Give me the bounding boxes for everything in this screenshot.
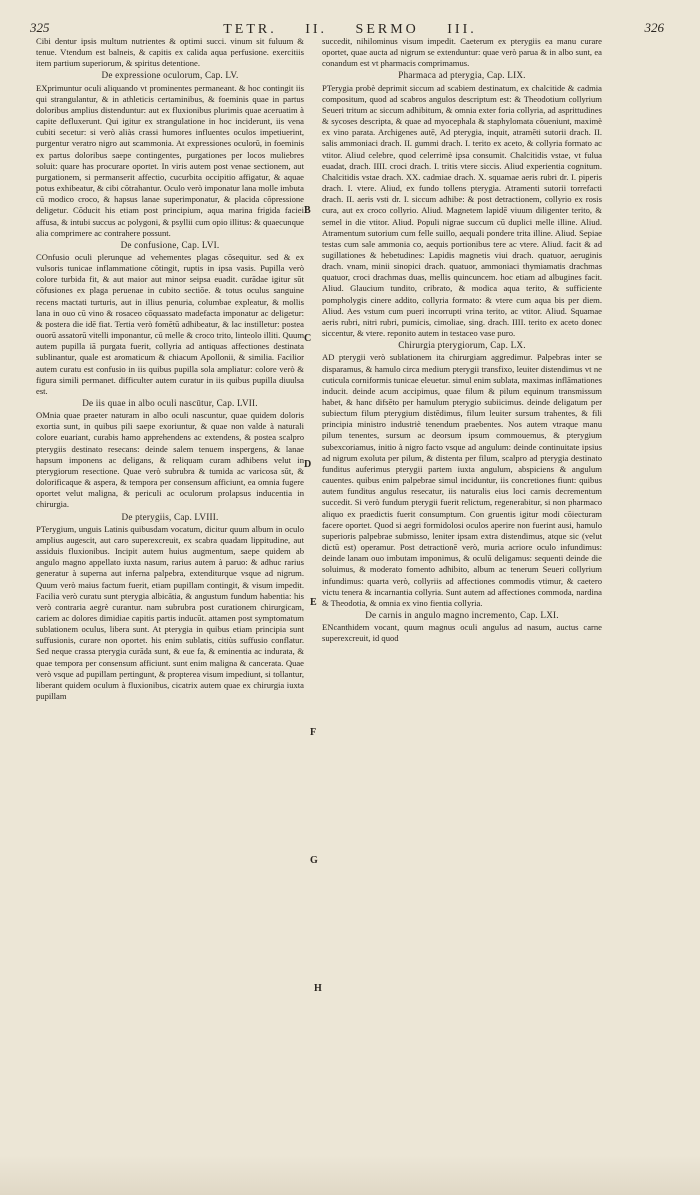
chapter-heading-56: De confusione, Cap. LVI. <box>120 239 220 250</box>
paragraph-ch61: ENcanthidem vocant, quum magnus oculi angulus ad nasum, auctus carne superexcreuit, id quod <box>322 622 602 644</box>
running-title: TETR. II. SERMO III. <box>223 22 477 37</box>
chapter-heading-55: De expressione oculorum, Cap. LV. <box>101 70 239 81</box>
margin-letter-d: D <box>304 459 312 470</box>
chapter-heading-59: Pharmaca ad pterygia, Cap. LIX. <box>398 70 526 81</box>
paragraph-ch58: PTerygium, unguis Latinis quibusdam vocatum, dicitur quum album in oculo amplius augescit, aut caro superexcreuit, ex scabra quadam lippitudine, aut assiduis fluxionibus. Incipit autem huius augmentum, saepe quidem ab angulo magno appellato iuxta nasum, rarius autem à paruo: & adhuc rarius generatur à superna aut inferna palpebra, extenditurque vsque ad nigrum. Quum verò maius factum fuerit, etiam pupillam contingit, & visum impedit. Facilia verò curatu sunt pterygia albicātia, & angustum fundum habentia: his verò contraria aegrè curantur. nam subrubra post curationem chirurgicam, cariem ac dolores dimidiae capitis partis inducūt. attamen post symptomatum sublationem oculus, libera sunt. At pterygia in quibus etiam principia sunt suffusionis, curare non oportet. his enim sublatis, citiùs suffusio conflatur. Sed neque crassa pterygia curāda sunt, & eue fa, & eminentia ac indurata, & quae tempora per consensum afficiunt. sunt enim maligna & cancerata. Quae verò vsque ad pupillam pertingunt, & propterea visum impediunt, si tollantur, liberant quidem oculum à fluxionibus, cicatrix autem quae ex chirurgia iuxta pupillam <box>36 523 304 702</box>
paragraph-ch60: AD pterygii verò sublationem ita chirurgiam aggredimur. Palpebras inter se disparamus, & hamulo circa medium pterygii transfixo, leuiter distendimus vt ne cuticula corniformis tunicae eleuetur. simul enim sublata, maximas inflāmationes inducit. deinde acum accipimus, quae filum & pilum equinum transmissum habet, & hanc difsēto per hamulum pterygio subiicimus. deinde deligatum per subiectum filum pterygium distēdimus, filum leuiter sursum trahentes, & fili principia ministro industriè tenendum praebentes. Nos autem vtraque manu pilum tenentes, sursum ac deorsum ipsum commouemus, & pterygium subexcoriamus, initio à nigro facto vsque ad angulum: deinde continuitate ipsius ad nigrum exoluta per pilum, & distenta per filum, scalpro ad pterygia destinato funditus auferimus pterygii partem iuxta angulum, abspiciens & angulum cauentes. quibus enim palpebrae simul inciduntur, iis concretiones fiunt: quibus autem funditus angulus resecatur, iis naturalis eius loci carnis decrementum succedit. Si verò fundum pterygii fuerit relictum, regenerabitur, si non pharmaco aliquo ex praedictis fuerit consumptum. Con gruentis igitur modi cōiecturam facere oportet. Quod si aegri formidolosi oculos aperire non fuerint ausi, hamulo superioris palpebrae submisso, leniter ipsam extra distendimus, atque sic (velut dictū est) operamur. Post detractionē verò, muria acriore oculo infundimus: deinde lanam ouo imbutam imponimus, & oculū deligamus: sequenti deinde die soluimus, & moderato fomento adhibito, album ac tenerum Seueri collyrium infundimus: quarta verò, collyriis ad affectiones commodis vtimur, & caetero victu tenera & incarnantia collyria. Sunt autem ad affectiones commoda, nardina & Theodotia, & omnia ex vino fientia collyria. <box>322 352 602 608</box>
paragraph-ch59: PTerygia probè deprimit siccum ad scabiem destinatum, ex chalcitide & cadmia compositum, quod ad scabros angulos descriptum est: & Theodotium collyrium Seueri tritum ac siccum adhibitum, & omnia exter foria collyria, ad asprittudines & sycoses descripta, & quae ad myocephala & staphylomata cōueniunt, maximè ex vino parata. Archigenes autē, Ad pterygia, inquit, atramēti sutorii drach. II. salis ammoniaci drach. II. gummi drach. I. terito ex aceto, & collyria formato ac vtitor. Aliud celebre, quod celerrimè ipsa consumit. Chalcitidis vstae, vt fulua euadat, drach. IIII. croci drach. I. tritis vtere siccis. Aliud experientia cognitum. Chalcitidis vstae drach. XX. cadmiae drach. X. squamae aeris rubri dr. I. piperis drach. I. vtere. Aliud, ex fundo tollens pterygia. Atramenti sutorii torrefacti drach. II. aeris vsti dr. I. siccum adhibe: & post detractionem, collyrio ex rosis cura, aut ex croco collyrio. Aliud. Magnetem lapidē viuum diligenter terito, & semel in die vtitor. Aliud. Populi nigrae succum cū duplici melle illine. Aliud. Atramentum sutorium cum felle suillo, aequali pondere trita illine. Aliud. Sepiae testas cum sale ammonia co, aequis portionibus tere ac vtere. Aliud. facit & ad sugillationes & hebetudines: Lapidis magnetis viui drach. quatuor, aeruginis drach. vnam, minii sinopici drach. quatuor, ammoniaci thymiamatis drachmas quatuor, croci drachmas duas, mellis quincuncem. hoc etiam ad albugines facit. Aliud. Glaucium tundito, cribrato, & modica aqua terito, & sufficiente pompholygis cinere addito, collyria formato: & vtere cum aqua bis per diem. Aliud. Aes vstum cum pueri incorrupti vrina terito, ac vtitor. Aliud. Squamae aeris rubri, nitri rubri, pumicis, cimoliae, sing. drach. IIII. terito ex aceto donec siccentur, & vtere. reponito autem in testaceo vase puro. <box>322 82 602 339</box>
paragraph-intro-right: succedit, nihilominus visum impedit. Caeterum ex pterygiis ea manu curare oportet, quae aucta ad nigrum se extenduntur: quae verò parua & in albo sunt, ea conandum est vt pharmacis comprimamus. <box>322 36 602 69</box>
margin-letter-g: G <box>310 855 318 866</box>
right-column <box>322 36 602 645</box>
paragraph-ch55: EXprimuntur oculi aliquando vt prominentes permaneant. & hoc contingit iis qui strangulantur, & in athleticis certaminibus, & foeminis quae in partus doloribus amplius distenduntur: aut ex fluxionibus plurimis quae aceruatim à capite defluxerunt. Qui igitur ex strangulatione in hoc inciderunt, iis vena cubiti secetur: si verò aliàs crassi humores influentes oculos impetiuerint, purgentur veratro nigro aut scammonia. At expressiones oculorū, in foeminis ex partus doloribus saepe contingentes, purgationes per locos muliebres soluit: quare has procurare oportet. In viris autem post venae sectionem, aut purgationem, si permanserit affectio, cucurbita occipitio affigatur, & aquae potus exhibeatur, & cibi cōtrahantur. Oculo verò imponatur lana molle imbuta cū modico croco, & hapsus lanae superimponatur, & placida cōpressione deligetur. Cōducit his etiam post principium, aqua marina frigida faciei affusa, & intubi succus ac polygoni, & psyllii cum opio illitus: & quaecunque alia comprimere ac contrahere possunt. <box>36 82 304 238</box>
paragraph-ch57: OMnia quae praeter naturam in albo oculi nascuntur, quae quidem doloris exortia sunt, in quibus pili saepe exoriuntur, & quae non valde à naturali colore euariant, curabis hamo apprehendens ac extendens, & postea scalpro pterygiis destinato resecans: deinde salem tenuem inspergens, & lanae hapsum imponens ac deligans, & reliquam curam adhibens velut in pterygiorum resectione. Quae verò subrubra & tumida ac varicosa sūt, & dolorificaque & aspera, & tempora per consensum afficiunt, ea omnia fugere oportet velut maligna, & periculi ac oculorum prolapsus inducentia in chirurgia. <box>36 410 304 510</box>
page-bottom-margin <box>0 1155 700 1195</box>
margin-letter-b: B <box>304 205 311 216</box>
margin-letter-f: F <box>310 727 317 738</box>
margin-letter-h: H <box>314 983 322 994</box>
margin-letter-c: C <box>304 333 312 344</box>
chapter-heading-58: De pterygiis, Cap. LVIII. <box>121 511 219 522</box>
page-number-right: 326 <box>644 20 664 35</box>
margin-letter-e: E <box>310 597 317 608</box>
paragraph-ch56: COnfusio oculi plerunque ad vehementes plagas cōsequitur. sed & ex vulsoris tunicae inflammatione cōtingit, ruptis in ipsa vasis. Pupilla verò colore turbida fit, & aut maior aut minor seipsa euadit. curādae igitur sūt cōfusiones ex plaga peruenae in cubito sectiōe. & totus oculus sanguine recens mactati turturis, aut in illius penuria, columbae expleatur, & mollis lana in ouo cū vino & rosaceo cōquassato madefacta imponatur ac deligetur: & postera die idē fiat. Tertia verò fomētū adhibeatur, & lac instilletur: postea ouorū assatorū vitelli imponantur, cū melle & croco trito, linteolo illiti. Quum autem pupilla iā purgata fuerit, collyria ad antiquas affectiones destinata sublinantur, quale est aromaticum & chiacum Apollonii, & similia. Facilior autem curatu est confusio in iis quibus pupilla sola ampliatur: colore verò & figura simili permanet. difficulter autem curatur in iis quibus pupilla diuulsa est. <box>36 251 304 396</box>
left-column <box>36 36 304 703</box>
chapter-heading-60: Chirurgia pterygiorum, Cap. LX. <box>398 340 526 351</box>
chapter-heading-61: De carnis in angulo magno incremento, Cap. LXI. <box>365 609 559 620</box>
chapter-heading-57: De iis quae in albo oculi nascūtur, Cap. LVII. <box>82 398 258 408</box>
page-number-left: 325 <box>30 20 50 35</box>
paragraph-intro-left: Cibi dentur ipsis multum nutrientes & optimi succi. vinum sit fuluum & tenue. Vtendum est balneis, & capitis ex calida aqua perfusione. exercitiis item partium superiorum, & spiritus detentione. <box>36 36 304 69</box>
